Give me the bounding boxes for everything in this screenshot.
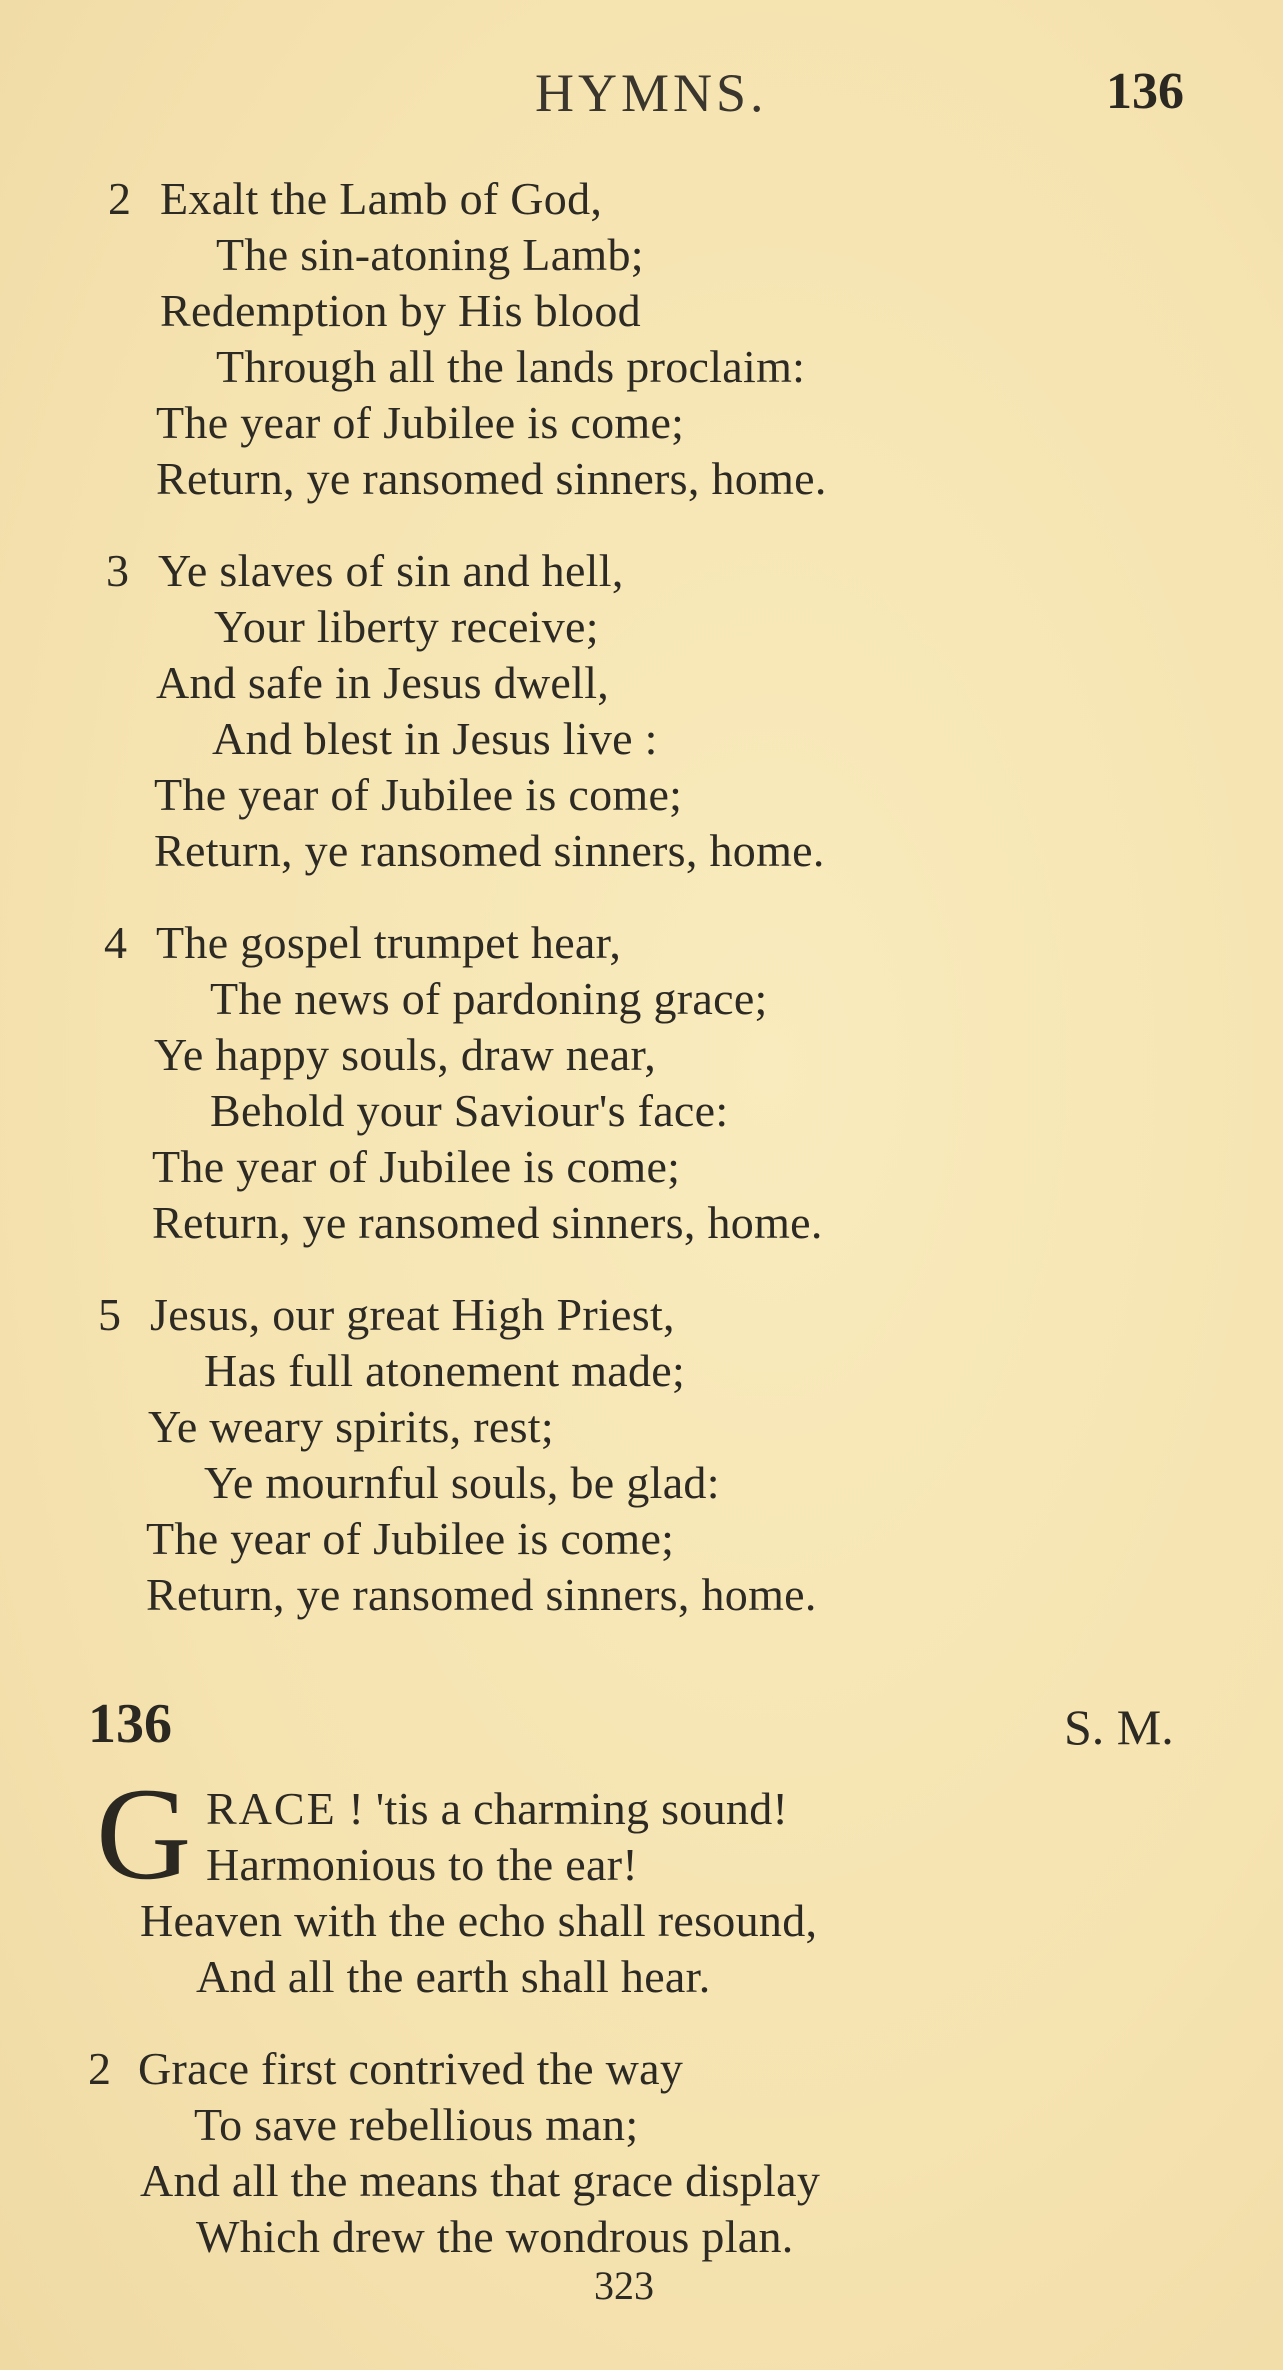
verse-line: Grace first contrived the way	[138, 2043, 684, 2094]
verse-line: Heaven with the echo shall resound,	[140, 1895, 818, 1946]
verse-line: The year of Jubilee is come;	[156, 397, 685, 448]
header-page-number: 136	[1106, 63, 1184, 120]
verse-line: And all the means that grace display	[140, 2155, 821, 2206]
verse-line: Redemption by His blood	[160, 285, 641, 336]
first-line-rest: ! 'tis a charming sound!	[348, 1783, 789, 1834]
verse-line: The sin-atoning Lamb;	[216, 229, 644, 280]
verse-line: Ye happy souls, draw near,	[154, 1029, 657, 1080]
stanza-number: 3	[106, 545, 129, 596]
verse-line: And all the earth shall hear.	[196, 1951, 711, 2002]
verse-line: Jesus, our great High Priest,	[150, 1289, 675, 1340]
verse-line: Ye mournful souls, be glad:	[204, 1457, 720, 1508]
verse-line: The gospel trumpet hear,	[156, 917, 622, 968]
verse-line: The news of pardoning grace;	[210, 973, 768, 1024]
hymn-number: 136	[88, 1693, 172, 1755]
verse-line: Ye weary spirits, rest;	[148, 1401, 554, 1452]
verse-line: And safe in Jesus dwell,	[156, 657, 610, 708]
verse-line: The year of Jubilee is come;	[152, 1141, 681, 1192]
verse-line: Behold your Saviour's face:	[210, 1085, 729, 1136]
running-title: HYMNS.	[535, 63, 768, 123]
stanza-number: 5	[98, 1289, 121, 1340]
drop-cap: G	[96, 1760, 192, 1907]
first-word-rest: RACE	[206, 1783, 337, 1834]
hymn-meter: S. M.	[1064, 1699, 1174, 1755]
verse-line: Harmonious to the ear!	[206, 1839, 638, 1890]
verse-line: Your liberty receive;	[214, 601, 599, 652]
verse-line: And blest in Jesus live :	[212, 713, 658, 764]
verse-line: Return, ye ransomed sinners, home.	[154, 825, 825, 876]
stanza-number: 4	[104, 917, 127, 968]
stanza-number: 2	[108, 173, 131, 224]
verse-line: Has full atonement made;	[204, 1345, 686, 1396]
verse-line: The year of Jubilee is come;	[154, 769, 683, 820]
stanza-number: 2	[88, 2043, 111, 2094]
verse-line: Exalt the Lamb of God,	[160, 173, 603, 224]
running-header	[0, 62, 1283, 132]
first-line	[206, 1783, 789, 1834]
verse-line: The year of Jubilee is come;	[146, 1513, 675, 1564]
verse-line: Through all the lands proclaim:	[216, 341, 806, 392]
verse-line: Ye slaves of sin and hell,	[158, 545, 624, 596]
verse-line: Return, ye ransomed sinners, home.	[146, 1569, 817, 1620]
verse-line: Return, ye ransomed sinners, home.	[156, 453, 827, 504]
footer-page-number: 323	[594, 2263, 654, 2308]
verse-line: To save rebellious man;	[194, 2099, 639, 2150]
verse-line: Which drew the wondrous plan.	[196, 2211, 794, 2262]
verse-line: Return, ye ransomed sinners, home.	[152, 1197, 823, 1248]
